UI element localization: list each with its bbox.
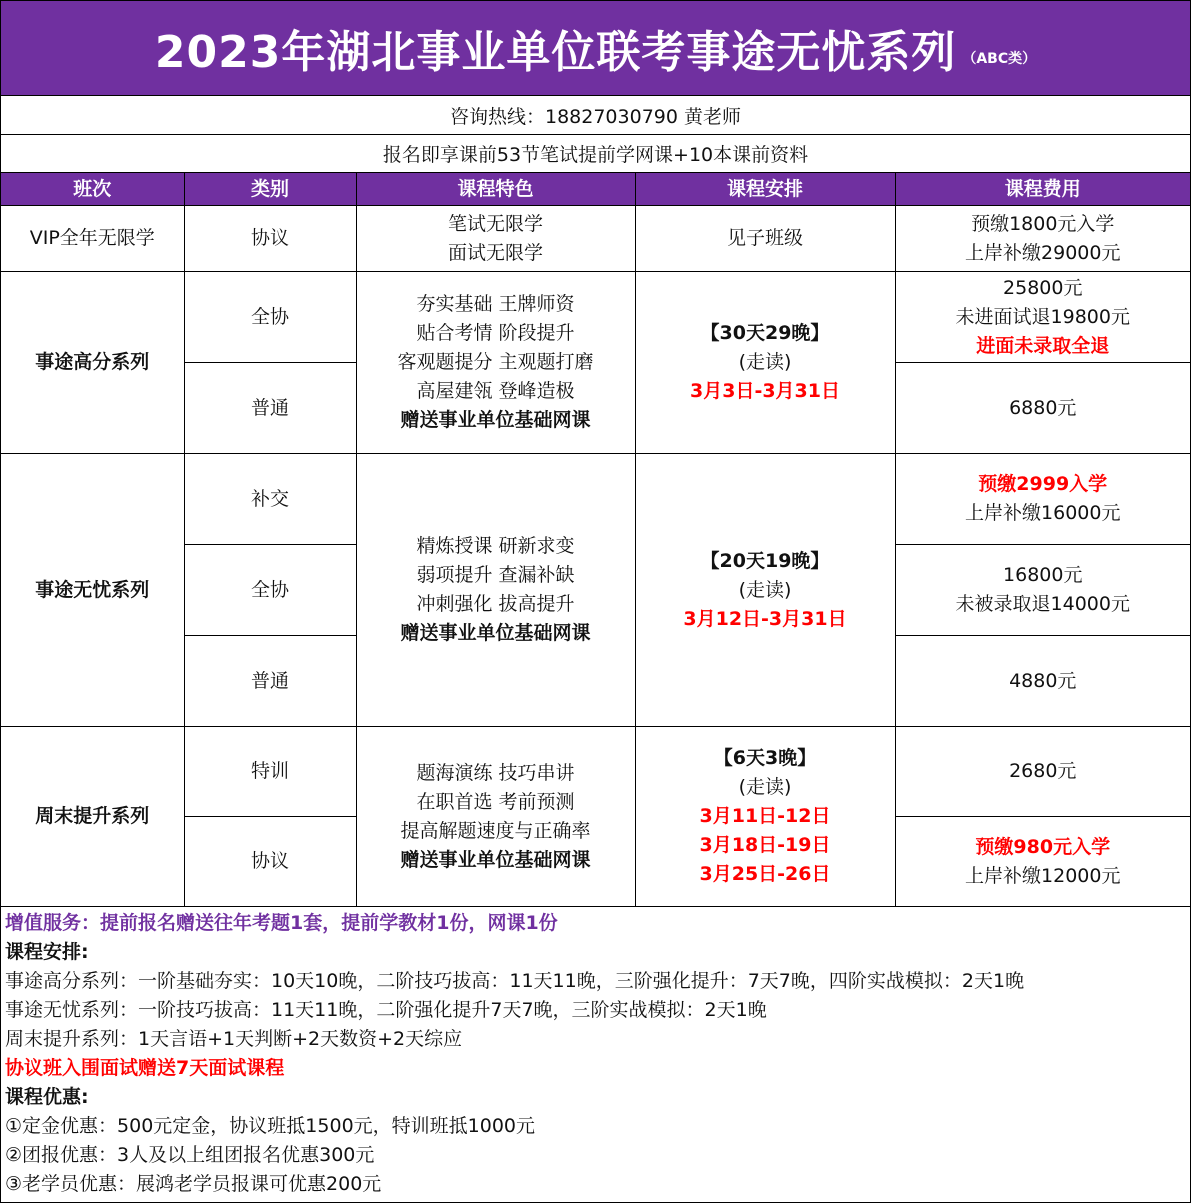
zhoumo-fee-xieyi [895, 817, 1190, 907]
gaofen-schedule [635, 272, 895, 454]
gaofen-feature-4: 高屋建瓴 登峰造极 [416, 380, 575, 402]
discount-line-alumni: ③老学员优惠：展鸿老学员报课可优惠200元 [5, 1173, 382, 1195]
vip-feature-1: 笔试无限学 [447, 212, 543, 235]
gaofen-mode: (走读) [738, 351, 792, 373]
wuyou-mode: (走读) [738, 578, 792, 601]
wuyou-feature-1: 精炼授课 研新求变 [416, 535, 575, 557]
wuyou-type-bujiao: 补交 [184, 454, 356, 545]
interview-gift: 协议班入围面试赠送7天面试课程 [5, 1057, 285, 1079]
table-header-row [1, 173, 1190, 206]
zhoumo-feature-3: 提高解题速度与正确率 [400, 819, 591, 842]
gaofen-fee-quanxie-1: 25800元 [1003, 276, 1083, 299]
discount-heading: 课程优惠: [5, 1086, 89, 1108]
vip-schedule: 见子班级 [635, 206, 895, 272]
wuyou-fee-bujiao-amount: 上岸补缴16000元 [965, 502, 1121, 524]
gaofen-series: 事途高分系列 [1, 272, 184, 454]
wuyou-fee-quanxie [895, 545, 1190, 636]
discount-line-group: ②团报优惠：3人及以上组团报名优惠300元 [5, 1144, 375, 1166]
vip-features [356, 206, 635, 272]
zhoumo-fee-xieyi-note: 预缴980元入学 [975, 835, 1111, 858]
table-row-wuyou-bujiao [1, 454, 1190, 545]
zhoumo-gift: 赠送事业单位基础网课 [400, 848, 591, 871]
gaofen-fee-quanxie-note: 进面未录取全退 [976, 334, 1110, 357]
col-header-type: 类别 [184, 173, 356, 206]
zhoumo-fee-xieyi-amount: 上岸补缴12000元 [965, 864, 1121, 887]
wuyou-type-quanxie: 全协 [184, 545, 356, 636]
table-row-vip [1, 206, 1190, 272]
gaofen-fee-putong: 6880元 [895, 363, 1190, 454]
hotline-text: 咨询热线：18827030790 黄老师 [449, 105, 741, 128]
gaofen-dates: 3月3日-3月31日 [690, 380, 840, 402]
vip-type: 协议 [184, 206, 356, 272]
wuyou-features [356, 454, 635, 727]
col-header-class: 班次 [1, 173, 184, 206]
wuyou-series: 事途无忧系列 [1, 454, 184, 727]
title-banner [1, 1, 1190, 96]
schedule-line-gaofen: 事途高分系列：一阶基础夯实：10天10晚，二阶技巧拔高：11天11晚，三阶强化提升：7天7晚，四阶实战模拟：2天1晚 [5, 970, 1025, 992]
zhoumo-feature-1: 题海演练 技巧串讲 [416, 761, 575, 784]
discount-line-deposit: ①定金优惠：500元定金，协议班抵1500元，特训班抵1000元 [5, 1115, 536, 1137]
wuyou-feature-2: 弱项提升 查漏补缺 [416, 564, 575, 586]
notes-section [1, 907, 1190, 1199]
wuyou-fee-bujiao-note: 预缴2999入学 [978, 473, 1108, 495]
gaofen-feature-1: 夯实基础 王牌师资 [416, 293, 575, 315]
wuyou-schedule [635, 454, 895, 727]
wuyou-fee-putong: 4880元 [895, 636, 1190, 727]
zhoumo-fee-texun: 2680元 [895, 727, 1190, 817]
page-subtitle: （ABC类） [962, 51, 1037, 67]
col-header-schedule: 课程安排 [635, 173, 895, 206]
vip-fee [895, 206, 1190, 272]
schedule-line-zhoumo: 周末提升系列：1天言语+1天判断+2天数资+2天综应 [5, 1028, 463, 1050]
hotline-row [1, 96, 1190, 135]
wuyou-feature-3: 冲刺强化 拔高提升 [416, 593, 575, 615]
zhoumo-days: 【6天3晚】 [713, 747, 817, 769]
zhoumo-feature-2: 在职首选 考前预测 [416, 790, 575, 813]
gaofen-features [356, 272, 635, 454]
gift-text: 报名即享课前53节笔试提前学网课+10本课前资料 [382, 144, 809, 166]
wuyou-gift: 赠送事业单位基础网课 [400, 622, 591, 644]
zhoumo-features [356, 727, 635, 907]
vip-fee-2: 上岸补缴29000元 [965, 241, 1121, 264]
gaofen-fee-quanxie-2: 未进面试退19800元 [955, 305, 1130, 328]
table-row-gaofen-quanxie [1, 272, 1190, 363]
schedule-line-wuyou: 事途无忧系列：一阶技巧拔高：11天11晚，二阶强化提升7天7晚，三阶实战模拟：2天1晚 [5, 999, 767, 1021]
gaofen-fee-quanxie [895, 272, 1190, 363]
zhoumo-type-xieyi: 协议 [184, 817, 356, 907]
gaofen-type-putong: 普通 [184, 363, 356, 454]
wuyou-dates: 3月12日-3月31日 [683, 607, 847, 630]
gaofen-feature-3: 客观题提分 主观题打磨 [397, 351, 594, 373]
zhoumo-dates-3: 3月25日-26日 [699, 863, 831, 885]
gaofen-days: 【30天29晚】 [700, 322, 830, 344]
schedule-heading: 课程安排: [5, 941, 89, 963]
wuyou-fee-quanxie-2: 未被录取退14000元 [955, 593, 1130, 615]
wuyou-fee-quanxie-1: 16800元 [1003, 564, 1083, 586]
zhoumo-dates-2: 3月18日-19日 [699, 834, 831, 856]
course-table [1, 173, 1190, 907]
vip-fee-1: 预缴1800元入学 [971, 212, 1115, 235]
page-title: 2023年湖北事业单位联考事途无忧系列 [154, 27, 957, 78]
wuyou-fee-bujiao [895, 454, 1190, 545]
zhoumo-dates-1: 3月11日-12日 [699, 805, 831, 827]
zhoumo-mode: (走读) [738, 776, 792, 798]
value-service: 增值服务：提前报名赠送往年考题1套，提前学教材1份，网课1份 [5, 912, 558, 934]
gaofen-feature-2: 贴合考情 阶段提升 [416, 322, 575, 344]
gaofen-type-quanxie: 全协 [184, 272, 356, 363]
col-header-features: 课程特色 [356, 173, 635, 206]
gift-row [1, 135, 1190, 173]
wuyou-days: 【20天19晚】 [700, 549, 830, 572]
zhoumo-type-texun: 特训 [184, 727, 356, 817]
vip-feature-2: 面试无限学 [447, 241, 543, 264]
zhoumo-series: 周末提升系列 [1, 727, 184, 907]
wuyou-type-putong: 普通 [184, 636, 356, 727]
zhoumo-schedule [635, 727, 895, 907]
table-row-zhoumo-texun [1, 727, 1190, 817]
gaofen-gift: 赠送事业单位基础网课 [400, 409, 591, 431]
vip-class: VIP全年无限学 [1, 206, 184, 272]
col-header-fee: 课程费用 [895, 173, 1190, 206]
